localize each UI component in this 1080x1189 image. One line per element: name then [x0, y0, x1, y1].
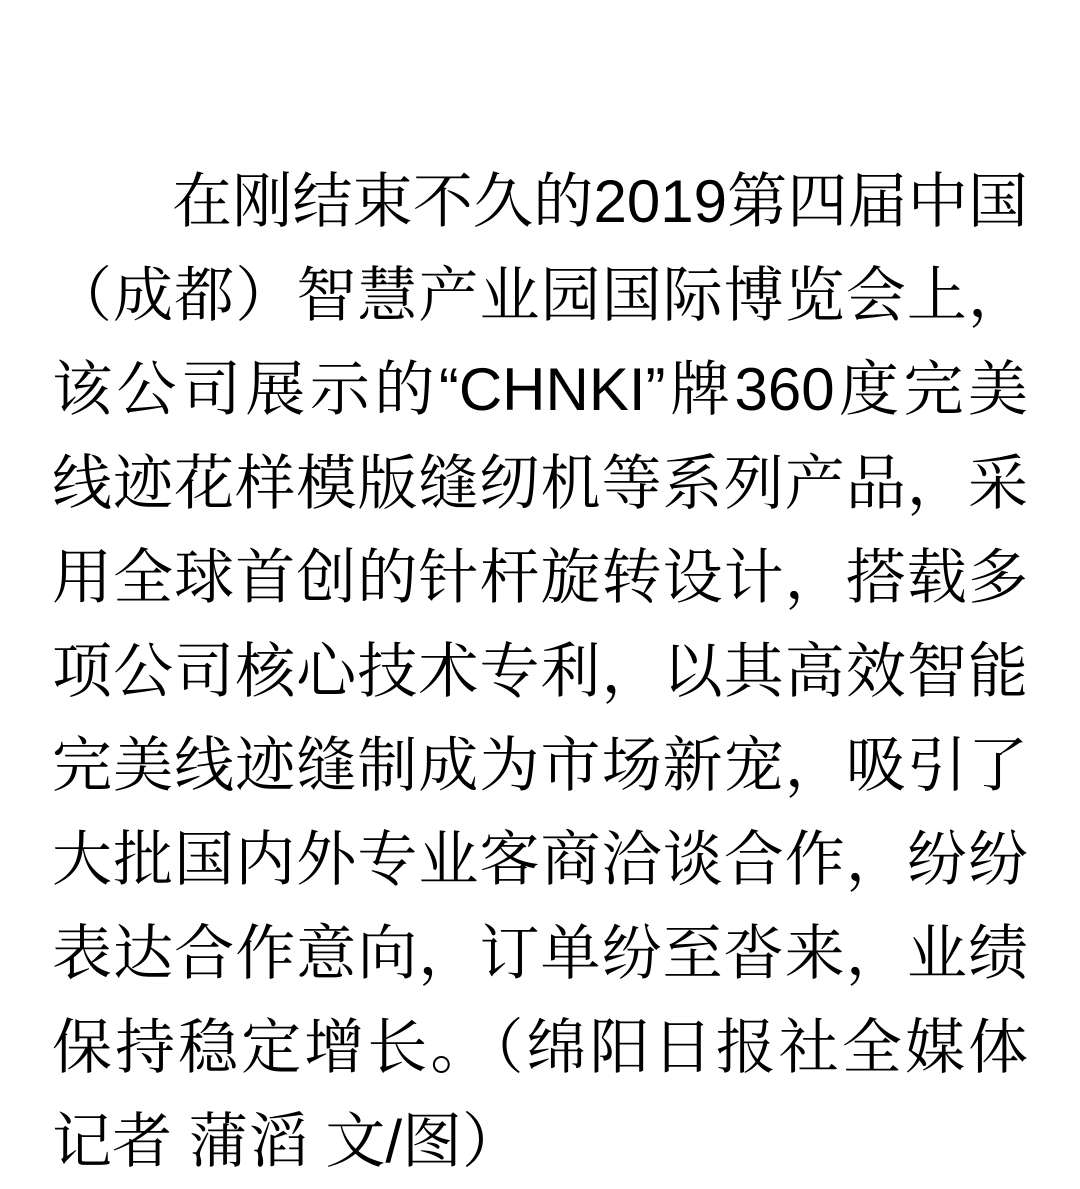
article-body-paragraph: 在刚结束不久的2019第四届中国（成都）智慧产业园国际博览会上，该公司展示的“CHNKI”牌360度完美线迹花样模版缝纫机等系列产品，采用全球首创的针杆旋转设计，搭载多项公司核心技术专利，以其高效智能完美线迹缝制成为市场新宠，吸引了大批国内外专业客商洽谈合作，纷纷表达合作意向，订单纷至沓来，业绩保持稳定增长。（绵阳日报社全媒体记者 蒲滔 文/图）: [52, 168, 1028, 1175]
